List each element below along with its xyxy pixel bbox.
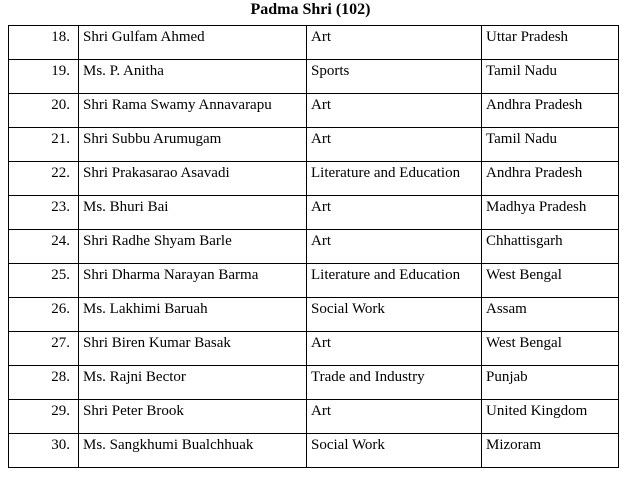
field-cell: Trade and Industry [307,366,482,400]
field-cell: Art [307,400,482,434]
awardee-name-cell: Shri Gulfam Ahmed [79,26,307,60]
awardee-name-cell: Shri Prakasarao Asavadi [79,162,307,196]
state-cell: West Bengal [482,264,619,298]
state-cell: Andhra Pradesh [482,94,619,128]
field-cell: Sports [307,60,482,94]
field-cell: Literature and Education [307,264,482,298]
state-cell: Madhya Pradesh [482,196,619,230]
table-row [9,400,619,434]
awardee-name-cell: Ms. Rajni Bector [79,366,307,400]
state-cell: Mizoram [482,434,619,468]
serial-number-cell: 18. [9,26,79,60]
field-cell: Social Work [307,298,482,332]
serial-number-cell: 19. [9,60,79,94]
field-cell: Art [307,230,482,264]
awardee-name-cell: Shri Biren Kumar Basak [79,332,307,366]
awardee-name-cell: Shri Rama Swamy Annavarapu [79,94,307,128]
table-row [9,332,619,366]
table-row [9,26,619,60]
page-title: Padma Shri (102) [250,1,371,18]
field-cell: Art [307,128,482,162]
state-cell: Chhattisgarh [482,230,619,264]
serial-number-cell: 27. [9,332,79,366]
serial-number-cell: 30. [9,434,79,468]
field-cell: Art [307,196,482,230]
table-row [9,298,619,332]
field-cell: Art [307,332,482,366]
awardee-name-cell: Ms. P. Anitha [79,60,307,94]
awardee-name-cell: Shri Peter Brook [79,400,307,434]
awardee-name-cell: Ms. Sangkhumi Bualchhuak [79,434,307,468]
state-cell: Tamil Nadu [482,60,619,94]
serial-number-cell: 22. [9,162,79,196]
state-cell: Uttar Pradesh [482,26,619,60]
state-cell: Tamil Nadu [482,128,619,162]
table-row [9,196,619,230]
table-row [9,94,619,128]
serial-number-cell: 21. [9,128,79,162]
state-cell: Assam [482,298,619,332]
state-cell: West Bengal [482,332,619,366]
table-row [9,366,619,400]
awardees-table [8,25,619,468]
table-row [9,162,619,196]
table-row [9,128,619,162]
awardee-name-cell: Shri Subbu Arumugam [79,128,307,162]
state-cell: Andhra Pradesh [482,162,619,196]
table-body [9,26,619,468]
awardee-name-cell: Ms. Lakhimi Baruah [79,298,307,332]
state-cell: United Kingdom [482,400,619,434]
awardee-name-cell: Shri Radhe Shyam Barle [79,230,307,264]
table-row [9,434,619,468]
awardee-name-cell: Ms. Bhuri Bai [79,196,307,230]
table-row [9,230,619,264]
state-cell: Punjab [482,366,619,400]
field-cell: Art [307,26,482,60]
serial-number-cell: 29. [9,400,79,434]
table-row [9,264,619,298]
serial-number-cell: 28. [9,366,79,400]
serial-number-cell: 24. [9,230,79,264]
serial-number-cell: 23. [9,196,79,230]
awardee-name-cell: Shri Dharma Narayan Barma [79,264,307,298]
table-row [9,60,619,94]
field-cell: Literature and Education [307,162,482,196]
serial-number-cell: 25. [9,264,79,298]
field-cell: Social Work [307,434,482,468]
field-cell: Art [307,94,482,128]
serial-number-cell: 20. [9,94,79,128]
serial-number-cell: 26. [9,298,79,332]
